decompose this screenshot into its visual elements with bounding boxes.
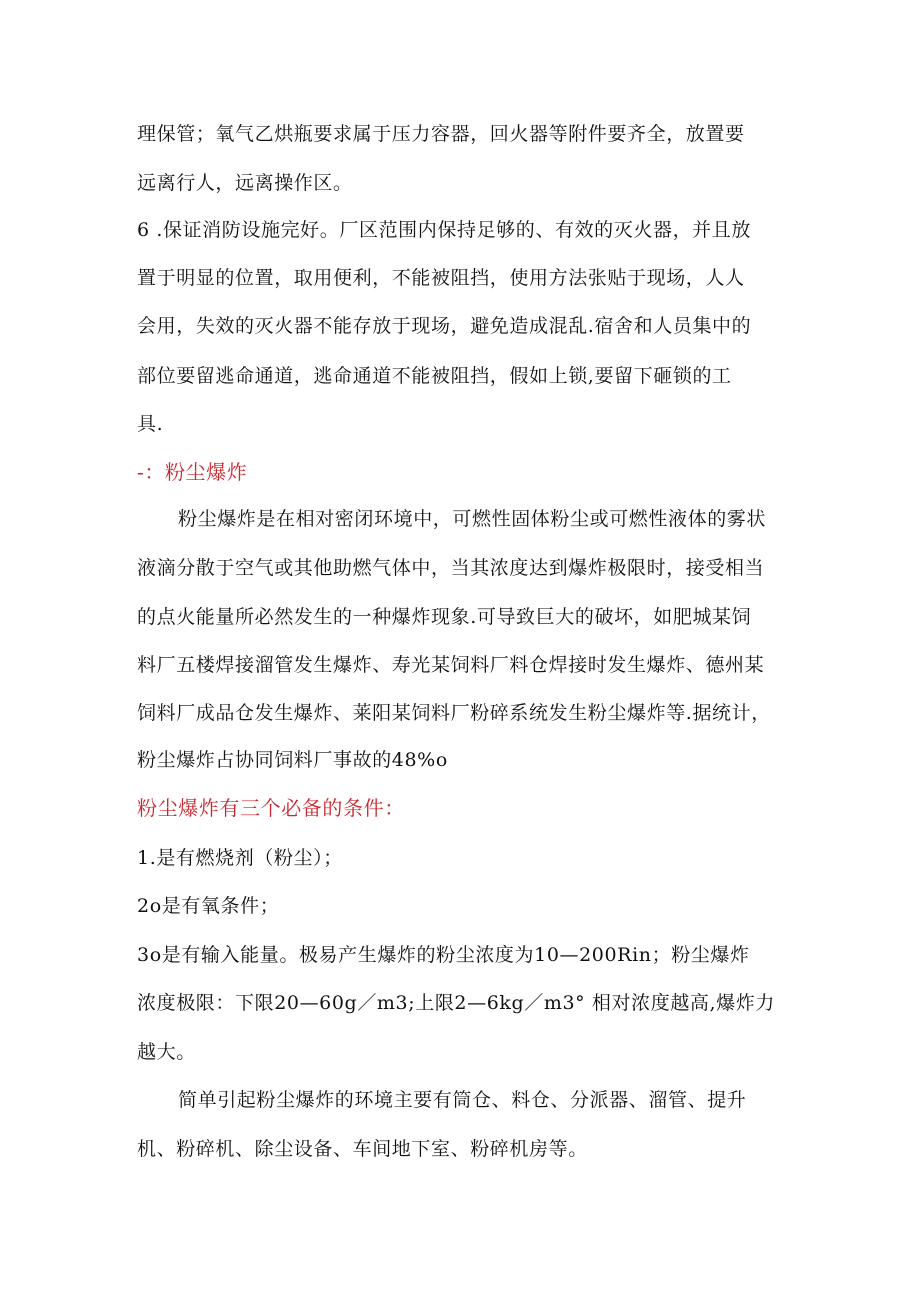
text-line: 置于明显的位置，取用便利，不能被阻挡，使用方法张贴于现场，人人 bbox=[137, 267, 745, 289]
section-heading: -：粉尘爆炸 bbox=[137, 460, 248, 484]
text-line: 粉尘爆炸占协同饲料厂事故的48%o bbox=[137, 749, 448, 771]
condition-item: 1.是有燃烧剂（粉尘）； bbox=[137, 847, 343, 869]
text-line: 远离行人，远离操作区。 bbox=[137, 172, 353, 194]
text-line: 料厂五楼焊接溜管发生爆炸、寿光某饲料厂料仓焊接时发生爆炸、德州某 bbox=[137, 654, 765, 676]
text-line: 部位要留逃命通道，逃命通道不能被阻挡，假如上锁,要留下砸锁的工 bbox=[137, 365, 732, 387]
condition-item: 3o是有输入能量。极易产生爆炸的粉尘浓度为10—200Rin；粉尘爆炸 bbox=[137, 944, 750, 966]
text-line: 饲料厂成品仓发生爆炸、莱阳某饲料厂粉碎系统发生粉尘爆炸等.据统计， bbox=[137, 702, 771, 724]
text-line: 浓度极限：下限20—60g／m3;上限2—6kg／m3° 相对浓度越高,爆炸力 bbox=[137, 992, 775, 1014]
text-line: 具. bbox=[137, 413, 164, 435]
paragraph-first-line: 简单引起粉尘爆炸的环境主要有筒仓、料仓、分派器、溜管、提升 bbox=[178, 1089, 747, 1111]
paragraph-first-line: 粉尘爆炸是在相对密闭环境中，可燃性固体粉尘或可燃性液体的雾状 bbox=[178, 508, 767, 530]
text-line: 越大。 bbox=[137, 1041, 196, 1063]
text-line: 液滴分散于空气或其他助燃气体中，当其浓度达到爆炸极限时，接受相当 bbox=[137, 557, 765, 579]
text-line: 会用，失效的灭火器不能存放于现场，避免造成混乱.宿舍和人员集中的 bbox=[137, 315, 752, 337]
conditions-heading: 粉尘爆炸有三个必备的条件： bbox=[137, 796, 405, 820]
condition-item: 2o是有氧条件； bbox=[137, 895, 280, 917]
text-line: 机、粉碎机、除尘设备、车间地下室、粉碎机房等。 bbox=[137, 1138, 588, 1160]
text-line: 理保管；氧气乙烘瓶要求属于压力容器，回火器等附件要齐全，放置要 bbox=[137, 123, 745, 145]
text-line: 6 .保证消防设施完好。厂区范围内保持足够的、有效的灭火器，并且放 bbox=[137, 219, 751, 241]
text-line: 的点火能量所必然发生的一种爆炸现象.可导致巨大的破坏，如肥城某饲 bbox=[137, 606, 752, 628]
